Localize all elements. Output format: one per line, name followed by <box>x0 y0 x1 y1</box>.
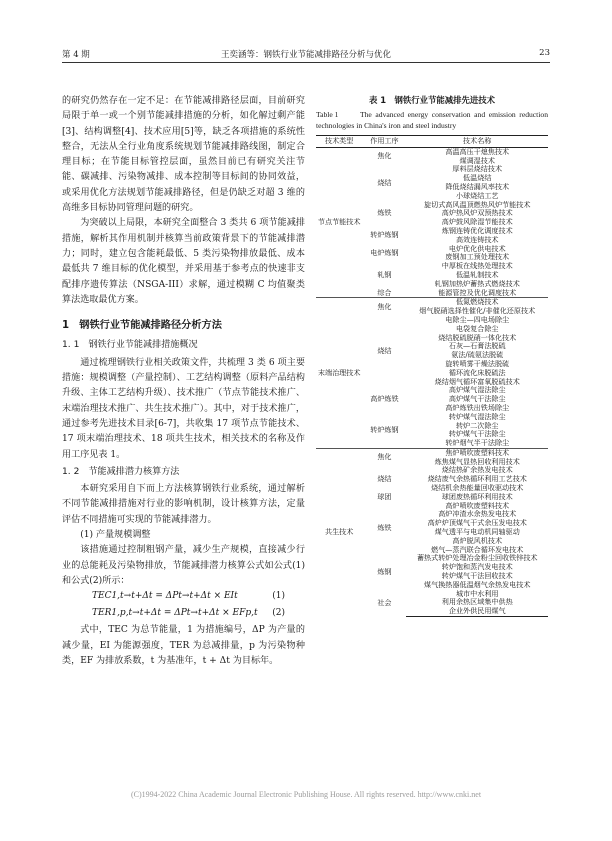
cell-tech-name: 循环流化床脱硫法 <box>448 367 506 377</box>
cell-process: 综合 <box>377 287 392 297</box>
cell-tech-name: 焦炉喷吹废塑料技术 <box>406 448 548 457</box>
cell-tech-name: 厚料层烧结技术 <box>452 164 503 174</box>
cell-tech-name: 烧结脱硫脱硝一体化技术 <box>438 332 517 342</box>
cell-tech-name: 企业外供民用煤气 <box>406 607 548 616</box>
table-1-block <box>316 94 548 617</box>
cell-tech-name: 废钢加工预处理技术 <box>445 252 510 262</box>
cell-process: 转炉炼钢 <box>370 424 399 434</box>
cell-process: 烧结 <box>377 177 392 187</box>
cell-process: 焦化 <box>377 151 392 161</box>
paragraph-approach: 为突破以上局限，本研究全面整合 3 类共 6 项节能减排措施，解析其作用机制并核算当前政策背景下的节能减排潜力；同时，建立包含能耗最低、5 类污染物排放最低、成本最低共 7 维目标的优化模型，并采用基于参考点的快速非支配排序遗传算法（NSGA-III）求解，通过模糊 C 均值聚类算法选取最优方案。 <box>62 218 305 305</box>
section-heading-1: 1 钢铁行业节能减排路径分析方法 <box>62 320 222 332</box>
cell-process: 炼铁 <box>377 522 392 532</box>
cell-tech-name: 煤气透平与电动机同轴驱动 <box>434 527 520 537</box>
page-number: 23 <box>539 48 550 58</box>
paragraph-limitations: 的研究仍然存在一定不足：在节能减排路径层面，目前研究局限于单一或一个别节能减排措施的分析，如化解过剩产能[3]、结构调整[4]、技术应用[5]等，缺乏各项措施的系统性整合，无法从全行业角度系统规划节能减排路线图，制定合理目标；在节能目标管控层面，虽然目前已有研究关注节能、碳减排、污染物减排、成本控制等目标间的协同效益，或采用优化方法规划节能减排路径，但是仍缺乏对超 3 维的高维多目标协同管理问题的研究。 <box>62 96 305 214</box>
cell-tech-name: 高炉冲渣水余热发电技术 <box>438 509 517 519</box>
cell-tech-name: 小球烧结工艺 <box>455 190 499 200</box>
running-header <box>62 48 550 63</box>
cell-tech-name: 低氮燃烧技术 <box>406 298 548 307</box>
cell-tech-name: 高温高压干熄焦技术 <box>445 146 510 156</box>
cell-tech-name: 电炉优化供电技术 <box>448 243 506 253</box>
subsection-heading-1-2: 1. 2 节能减排潜力核算方法 <box>62 466 180 477</box>
cell-process: 轧钢 <box>377 269 392 279</box>
cell-tech-name: 转炉煤气湿法除尘 <box>448 411 506 421</box>
cell-tech-name: 高炉煤气湿法除尘 <box>448 385 506 395</box>
cell-tech-name: 高效连铸技术 <box>455 234 499 244</box>
cell-tech-name: 高炉鼓风除湿节能技术 <box>441 217 513 227</box>
copyright-footer: (C)1994-2022 China Academic Journal Electronic Publishing House. All rights reserved. http://www.cnki.net <box>130 790 482 799</box>
cell-process: 炼钢 <box>377 566 392 576</box>
cell-tech-name: 低温烧结 <box>463 173 492 183</box>
paragraph-scale-method: 该措施通过控制粗钢产量，减少生产规模，直接减少行业的总能耗及污染物排放，节能减排潜力核算公式如公式(1)和公式(2)所示： <box>62 545 305 586</box>
cell-tech-name: 蓄热式转炉处理冶金粉尘回收铁锌技术 <box>416 553 538 563</box>
technology-table <box>316 135 548 617</box>
table-caption-en <box>316 109 548 131</box>
cell-tech-name: 高炉脱风机技术 <box>452 535 503 545</box>
cell-tech-name: 降低烧结漏风率技术 <box>445 181 510 191</box>
cell-tech-name: 城市中水利用 <box>455 588 499 598</box>
paragraph-measures: 通过梳理钢铁行业相关政策文件，共梳理 3 类 6 项主要措施：规模调整（产量控制）、工艺结构调整（原料产品结构升级、主体工艺结构升级）、技术推广（节点节能技术推广、末端治理技术推广、共生技术推广）。其中，对于技术推广，通过参考先进技术目录[6-7]，共收集 17 项节点节能技术、17 项末端治理技术、18 项共生技术，相关技术的名称及作用工序见表 1。 <box>62 357 305 460</box>
cell-tech-name: 旋切式高风温顶燃热风炉节能技术 <box>424 199 531 209</box>
equation-1 <box>62 589 305 606</box>
cell-process: 烧结 <box>377 474 392 484</box>
table-row <box>316 147 548 156</box>
cell-process: 社会 <box>377 597 392 607</box>
cell-tech-name: 转炉煤气干法除尘 <box>448 429 506 439</box>
cell-tech-name: 燃气—蒸汽联合循环发电技术 <box>431 544 524 554</box>
cell-process: 焦化 <box>362 448 406 466</box>
cell-tech-name: 高炉热风炉双预热技术 <box>441 208 513 218</box>
cell-tech-name: 氨法/硫氨法脱硫 <box>451 350 504 360</box>
cell-tech-type: 末端治理技术 <box>316 298 362 449</box>
equation-1-number: (1) <box>272 591 285 602</box>
cell-process: 高炉炼铁 <box>370 394 399 404</box>
cell-tech-name: 低温轧制技术 <box>455 269 499 279</box>
paragraph-method: 本研究采用自下而上方法核算钢铁行业系统，通过解析不同节能减排措施对行业的影响机制，设计核算方法，定量评估不同措施可实现的节能减排潜力。 <box>62 484 305 525</box>
table-header-row <box>316 136 548 148</box>
cell-tech-name: 高炉炼铁出铁场除尘 <box>445 402 510 412</box>
cell-tech-name: 烧结废气余热循环利用工艺技术 <box>427 474 527 484</box>
cell-tech-name: 能源管控及优化调度技术 <box>438 287 517 297</box>
paragraph-symbols: 式中，TEC 为总节能量，1 为措施编号，ΔP 为产量的减少量，EI 为能源强度，TER 为总减排量，p 为污染物种类，EF 为排放系数，t 为基准年，t + Δt 为目标年。 <box>62 625 305 666</box>
table-caption-en-label: Table 1 <box>316 110 339 119</box>
running-title: 王奕涵等：钢铁行业节能减排路径分析与优化 <box>220 50 391 60</box>
table-caption-en-text: The advanced energy conservation and emission reduction technologies in China's iron and steel industry <box>316 110 548 130</box>
cell-tech-name: 利用余热区域集中供热 <box>441 597 513 607</box>
cell-tech-name: 电袋复合除尘 <box>455 323 499 333</box>
cell-process: 焦化 <box>362 298 406 316</box>
equation-1-body: TEC1,t→t+Δt = ΔPt→t+Δt × EIt <box>92 591 238 602</box>
list-item-scale-adjustment: (1) 产量规模调整 <box>80 530 151 541</box>
cell-tech-name: 轧钢加热炉蓄热式燃烧技术 <box>434 278 520 288</box>
cell-tech-name: 煤气换热器低温烟气余热发电技术 <box>424 579 531 589</box>
cell-tech-name: 煤调湿技术 <box>459 155 495 165</box>
cell-tech-name: 电除尘—四电场除尘 <box>445 314 510 324</box>
cell-tech-name: 烧结机余热能量回收驱动技术 <box>431 483 524 493</box>
cell-tech-name: 烧结烟气循环富氧脱硫技术 <box>434 376 520 386</box>
subsection-heading-1-1: 1. 1 钢铁行业节能减排措施概况 <box>62 340 198 351</box>
cell-tech-name: 旋转喷雾干燥法脱硫 <box>445 358 510 368</box>
equation-2-number: (2) <box>272 608 285 619</box>
column-header-type: 技术类型 <box>316 136 362 148</box>
column-header-tech: 技术名称 <box>406 136 548 148</box>
cell-process: 烧结 <box>377 345 392 355</box>
cell-tech-type: 共生技术 <box>316 448 362 616</box>
cell-process: 转炉炼钢 <box>370 230 399 240</box>
cell-tech-name: 转炉二次除尘 <box>455 420 499 430</box>
cell-tech-type: 节点节能技术 <box>317 217 361 227</box>
cell-tech-name: 球团废热循环利用技术 <box>441 491 513 501</box>
cell-tech-name: 转炉煤气干法回收技术 <box>441 571 513 581</box>
cell-tech-name: 炼焦煤气显热回收利用技术 <box>434 456 520 466</box>
cell-tech-name: 高炉煤气干法除尘 <box>448 394 506 404</box>
table-caption-cn: 表 1 钢铁行业节能减排先进技术 <box>369 95 495 105</box>
cell-tech-name: 烟气脱硝选择性催化/非催化还原技术 <box>419 306 536 316</box>
table-body <box>316 147 548 616</box>
equation-2-body: TER1,p,t→t+Δt = ΔPt→t+Δt × EFp,t <box>92 608 258 619</box>
left-column <box>62 94 305 669</box>
cell-process: 球团 <box>377 491 392 501</box>
cell-process: 炼铁 <box>377 208 392 218</box>
cell-tech-name: 高炉喷吹废塑料技术 <box>445 500 510 510</box>
cell-tech-name: 烧结热矿余热发电技术 <box>441 465 513 475</box>
cell-tech-name: 高炉炉顶煤气干式余压发电技术 <box>427 518 527 528</box>
issue-number: 第 4 期 <box>62 50 90 60</box>
cell-tech-name: 石灰—石膏法脱硫 <box>448 341 506 351</box>
cell-tech-name: 转炉烟气半干法除尘 <box>445 438 510 448</box>
cell-tech-name: 中厚板在线热处理技术 <box>441 261 513 271</box>
cell-process: 电炉炼钢 <box>370 247 399 257</box>
cell-tech-name: 炼钢连铸优化调度技术 <box>441 225 513 235</box>
equation-2 <box>62 606 305 623</box>
cell-tech-name: 转炉饱和蒸汽发电技术 <box>441 562 513 572</box>
column-header-process: 作用工序 <box>362 136 406 148</box>
